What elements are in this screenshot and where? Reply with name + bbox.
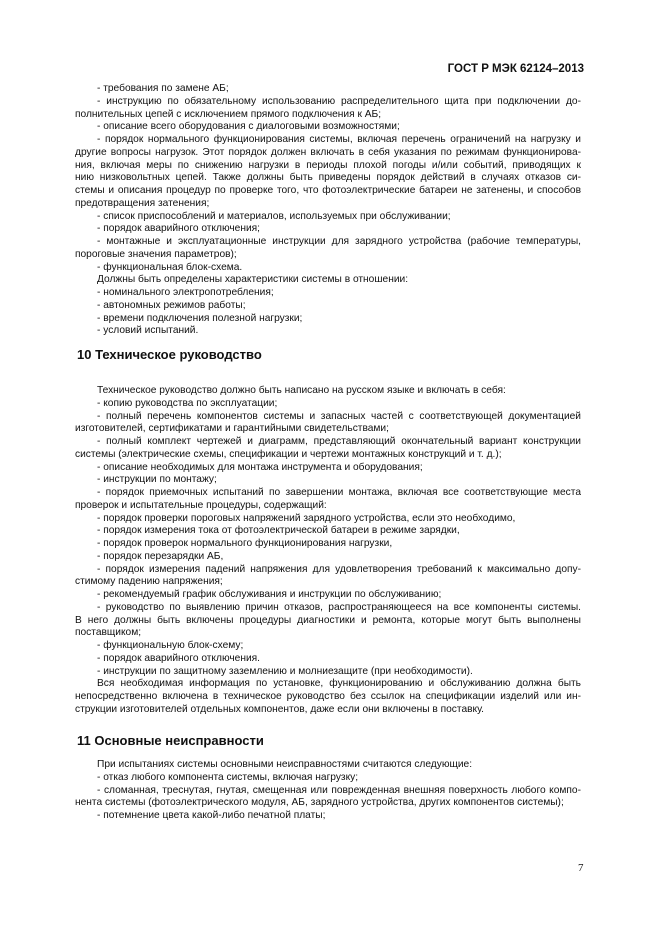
- text-line: - инструкцию по обязательному использованию распределительного щита при подключении до-: [97, 95, 581, 107]
- text-line: другие вопросы нагрузок. Этот порядок должен включать в себя указания по режимам функционирова-: [75, 146, 581, 158]
- text-line: - порядок приемочных испытаний по завершении монтажа, включая все соответствующие места: [97, 487, 581, 498]
- text-line: - руководство по выявлению причин отказов, распространяющееся на все компоненты системы.: [97, 601, 581, 613]
- text-line: нента системы (фотоэлектрического модуля, АБ, зарядного устройства, других компонентов системы);: [75, 797, 564, 809]
- text-line: стемы и описания процедур по проверке того, что фотоэлектрические батареи не затенены, и способов: [75, 185, 581, 196]
- text-line: струкции изготовителей отдельных компонентов, даже если они включены в поставку.: [75, 703, 485, 715]
- text-line: - полный комплект чертежей и диаграмм, представляющий окончательный вариант конструкции: [97, 436, 581, 447]
- text-line: Техническое руководство должно быть написано на русском языке и включать в себя:: [97, 385, 506, 396]
- text-line: - требования по замене АБ;: [97, 83, 229, 94]
- text-line: изготовителей, сертификатами и гарантийными свидетельствами;: [75, 423, 389, 435]
- text-line: - инструкции по монтажу;: [97, 474, 217, 486]
- requirements-list: [75, 83, 581, 338]
- text-line: - порядок аварийного отключения;: [97, 223, 261, 235]
- text-line: поставщиком;: [75, 627, 142, 639]
- text-line: - копию руководства по эксплуатации;: [97, 397, 278, 409]
- document-header: ГОСТ Р МЭК 62124–2013: [447, 63, 584, 75]
- text-line: ния, включая меры по снижению нагрузки в периоды плохой погоды и/или событий, приводящих к: [75, 159, 581, 171]
- text-line: - времени подключения полезной нагрузки;: [97, 312, 303, 324]
- text-line: полнительных цепей с исключением прямого подключения к АБ;: [75, 108, 382, 120]
- text-line: проверок и испытательные процедуры, содержащий:: [75, 499, 327, 511]
- text-line: пороговые значения параметров);: [75, 248, 237, 260]
- major-failures-section: [75, 759, 581, 823]
- text-line: - сломанная, треснутая, гнутая, смещенная или поврежденная внешняя поверхность любого компо-: [97, 784, 581, 796]
- text-line: - порядок перезарядки АБ,: [97, 550, 224, 562]
- text-line: - автономных режимов работы;: [97, 299, 246, 311]
- technical-manual-section: [75, 385, 581, 717]
- text-line: - порядок проверки пороговых напряжений зарядного устройства, если это необходимо,: [97, 512, 516, 524]
- page-number: 7: [578, 862, 584, 874]
- text-line: При испытаниях системы основными неисправностями считаются следующие:: [97, 759, 473, 770]
- text-line: нию низковольтных цепей. Также должны быть приведены порядок действий в случаях отказов си-: [75, 172, 581, 184]
- section-10-heading: 10 Техническое руководство: [77, 347, 262, 362]
- text-line: предотвращения затенения;: [75, 197, 210, 209]
- text-line: - порядок аварийного отключения.: [97, 652, 261, 664]
- text-line: - инструкции по защитному заземлению и молниезащите (при необходимости).: [97, 665, 473, 677]
- text-line: Вся необходимая информация по установке, функционированию и обслуживанию должна быть: [97, 678, 581, 690]
- text-line: - условий испытаний.: [97, 325, 199, 337]
- text-line: - список приспособлений и материалов, используемых при обслуживании;: [97, 210, 451, 222]
- text-line: В него должны быть включены процедуры диагностики и ремонта, которые могут быть выполнены: [75, 614, 581, 626]
- text-line: - описание всего оборудования с диалоговыми возможностями;: [97, 121, 400, 133]
- text-line: - порядок измерения тока от фотоэлектрической батареи в режиме зарядки,: [97, 525, 460, 537]
- text-line: - функциональная блок-схема.: [97, 261, 243, 273]
- section-11-heading: 11 Основные неисправности: [77, 733, 264, 748]
- text-line: - функциональную блок-схему;: [97, 640, 244, 651]
- text-line: системы (электрические схемы, спецификации и чертежи монтажных конструкций и т. д.);: [75, 448, 502, 460]
- text-line: стимому падению напряжения;: [75, 576, 223, 588]
- text-line: - потемнение цвета какой-либо печатной платы;: [97, 810, 326, 821]
- text-line: - порядок нормального функционирования системы, включая перечень ограничений на нагрузку и: [97, 134, 581, 145]
- text-line: - полный перечень компонентов системы и запасных частей с соответствующей документацией: [97, 410, 581, 422]
- text-line: - монтажные и эксплуатационные инструкции для зарядного устройства (рабочие температуры,: [97, 236, 581, 247]
- text-line: - порядок измерения падений напряжения для удовлетворения требований к максимально допу-: [97, 563, 581, 575]
- text-line: непосредственно включена в техническое руководство без ссылок на спецификации изделий или ин-: [75, 691, 581, 702]
- text-line: - порядок проверок нормального функционирования нагрузки,: [97, 538, 393, 549]
- text-line: - описание необходимых для монтажа инструмента и оборудования;: [97, 461, 423, 473]
- text-line: - номинального электропотребления;: [97, 287, 274, 298]
- text-line: - рекомендуемый график обслуживания и инструкции по обслуживанию;: [97, 589, 442, 600]
- text-line: - отказ любого компонента системы, включая нагрузку;: [97, 771, 359, 783]
- text-line: Должны быть определены характеристики системы в отношении:: [97, 274, 409, 286]
